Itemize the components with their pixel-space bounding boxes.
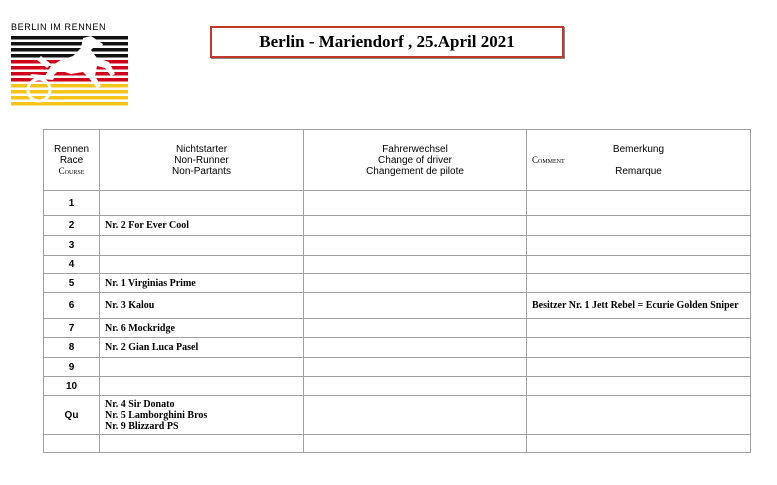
driver-change-cell <box>304 358 527 377</box>
trotting-horse-logo-icon <box>11 34 128 106</box>
race-number: 7 <box>44 319 100 338</box>
nonstarters-cell: Nr. 2 For Ever Cool <box>100 216 304 236</box>
berlin-im-rennen-logo <box>11 22 128 106</box>
nonstarters-cell: Nr. 1 Virginias Prime <box>100 274 304 293</box>
remark-cell <box>527 358 751 377</box>
race-number: 6 <box>44 293 100 319</box>
driver-change-cell <box>304 274 527 293</box>
remark-cell <box>527 435 751 453</box>
race-number: 2 <box>44 216 100 236</box>
race-number: 3 <box>44 236 100 256</box>
remark-cell <box>527 256 751 274</box>
header-driver-change: Fahrerwechsel Change of driver Changement de pilote <box>304 130 527 191</box>
remark-cell <box>527 377 751 396</box>
table-row <box>44 358 751 377</box>
driver-change-cell <box>304 396 527 435</box>
table-row <box>44 293 751 319</box>
remark-cell <box>527 319 751 338</box>
table-row <box>44 274 751 293</box>
nonstarters-cell <box>100 236 304 256</box>
remark-cell <box>527 338 751 358</box>
nonstarters-cell <box>100 358 304 377</box>
nonstarters-cell <box>100 435 304 453</box>
logo-text: BERLIN IM RENNEN <box>11 22 107 32</box>
table-header-row <box>44 130 751 191</box>
driver-change-cell <box>304 319 527 338</box>
table-row <box>44 216 751 236</box>
race-number: 9 <box>44 358 100 377</box>
table-row <box>44 319 751 338</box>
nonstarters-cell: Nr. 4 Sir Donato Nr. 5 Lamborghini Bros Nr. 9 Blizzard PS <box>100 396 304 435</box>
race-number: 8 <box>44 338 100 358</box>
driver-change-cell <box>304 435 527 453</box>
table-row <box>44 256 751 274</box>
table-row <box>44 338 751 358</box>
remark-cell <box>527 396 751 435</box>
remark-cell: Besitzer Nr. 1 Jett Rebel = Ecurie Golden Sniper <box>527 293 751 319</box>
race-number <box>44 435 100 453</box>
driver-change-cell <box>304 293 527 319</box>
race-number: 1 <box>44 191 100 216</box>
driver-change-cell <box>304 338 527 358</box>
nonstarters-cell <box>100 256 304 274</box>
table-row <box>44 435 751 453</box>
table-row <box>44 191 751 216</box>
nonstarters-cell: Nr. 6 Mockridge <box>100 319 304 338</box>
table-row <box>44 377 751 396</box>
table-row <box>44 236 751 256</box>
nonstarters-cell: Nr. 3 Kalou <box>100 293 304 319</box>
driver-change-cell <box>304 256 527 274</box>
race-number: 5 <box>44 274 100 293</box>
remark-cell <box>527 216 751 236</box>
header-race: Rennen Race Course <box>44 130 100 191</box>
remark-cell <box>527 236 751 256</box>
remark-cell <box>527 274 751 293</box>
nonstarters-cell <box>100 377 304 396</box>
race-number: 4 <box>44 256 100 274</box>
page-title: Berlin - Mariendorf , 25.April 2021 <box>210 26 564 58</box>
race-number: 10 <box>44 377 100 396</box>
race-changes-table <box>43 129 751 453</box>
remark-cell <box>527 191 751 216</box>
driver-change-cell <box>304 377 527 396</box>
driver-change-cell <box>304 216 527 236</box>
header-nonstarters: Nichtstarter Non-Runner Non-Partants <box>100 130 304 191</box>
driver-change-cell <box>304 236 527 256</box>
nonstarters-cell: Nr. 2 Gian Luca Pasel <box>100 338 304 358</box>
race-number: Qu <box>44 396 100 435</box>
driver-change-cell <box>304 191 527 216</box>
table-row <box>44 396 751 435</box>
header-remarks: Bemerkung Comment Remarque <box>527 130 751 191</box>
nonstarters-cell <box>100 191 304 216</box>
